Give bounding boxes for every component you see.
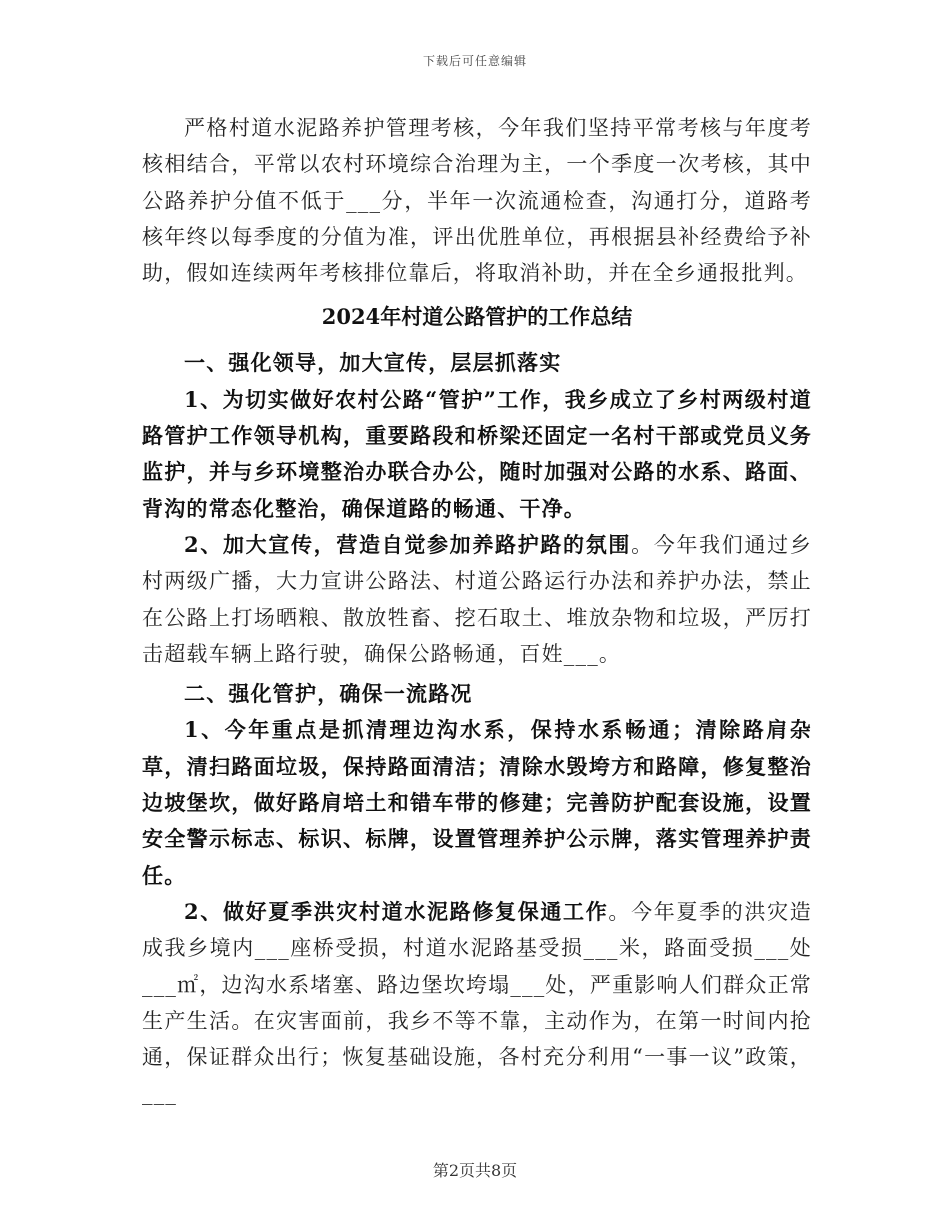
paragraph-1-2 — [142, 527, 812, 672]
paragraph-2-2-lead: 2、做好夏季洪灾村道水泥路修复保通工作 — [184, 898, 609, 924]
page-header-note: 下载后可任意编辑 — [422, 54, 527, 68]
document-title: 2024年村道公路管护的工作总结 — [321, 304, 633, 330]
paragraph-2-2 — [142, 894, 812, 1112]
paragraph-1-1: 1、为切实做好农村公路“管护”工作，我乡成立了乡村两级村道路管护工作领导机构，重要路段和桥梁还固定一名村干部或党员义务监护，并与乡环境整治办联合办公，随时加强对公路的水系、路面、背沟的常态化整治，确保道路的畅通、干净。 — [142, 386, 812, 521]
document-body — [142, 110, 812, 1112]
paragraph-1-2-body: 。今年我们通过乡村两级广播，大力宣讲公路法、村道公路运行办法和养护办法，禁止在公路上打场晒粮、散放牲畜、挖石取土、堆放杂物和垃圾，严厉打击超载车辆上路行驶，确保公路畅通，百姓___。 — [142, 532, 812, 666]
paragraph-1-2-lead: 2、加大宣传，营造自觉参加养路护路的氛围 — [184, 531, 632, 557]
paragraph-2-1: 1、今年重点是抓清理边沟水系，保持水系畅通；清除路肩杂草，清扫路面垃圾，保持路面清洁；清除水毁垮方和路障，修复整治边坡堡坎，做好路肩培土和错车带的修建；完善防护配套设施，设置安全警示标志、标识、标牌，设置管理养护公示牌，落实管理养护责任。 — [142, 717, 812, 888]
section-heading-2: 二、强化管护，确保一流路况 — [184, 681, 473, 707]
section-heading-1: 一、强化领导，加大宣传，层层抓落实 — [184, 350, 562, 376]
page-number: 第2页共8页 — [432, 1161, 518, 1180]
paragraph-2-2-body: 。今年夏季的洪灾造成我乡境内___座桥受损，村道水泥路基受损___米，路面受损___处___㎡，边沟水系堵塞、路边堡坎垮塌___处，严重影响人们群众正常生产生活。在灾害面前，我乡不等不靠，主动作为，在第一时间内抢通，保证群众出行；恢复基础设施，各村充分利用“一事一议”政策，___ — [142, 899, 812, 1106]
paragraph-assessment: 严格村道水泥路养护管理考核，今年我们坚持平常考核与年度考核相结合，平常以农村环境综合治理为主，一个季度一次考核，其中公路养护分值不低于___分，半年一次流通检查，沟通打分，道路考核年终以每季度的分值为准，评出优胜单位，再根据县补经费给予补助，假如连续两年考核排位靠后，将取消补助，并在全乡通报批判。 — [142, 116, 812, 286]
